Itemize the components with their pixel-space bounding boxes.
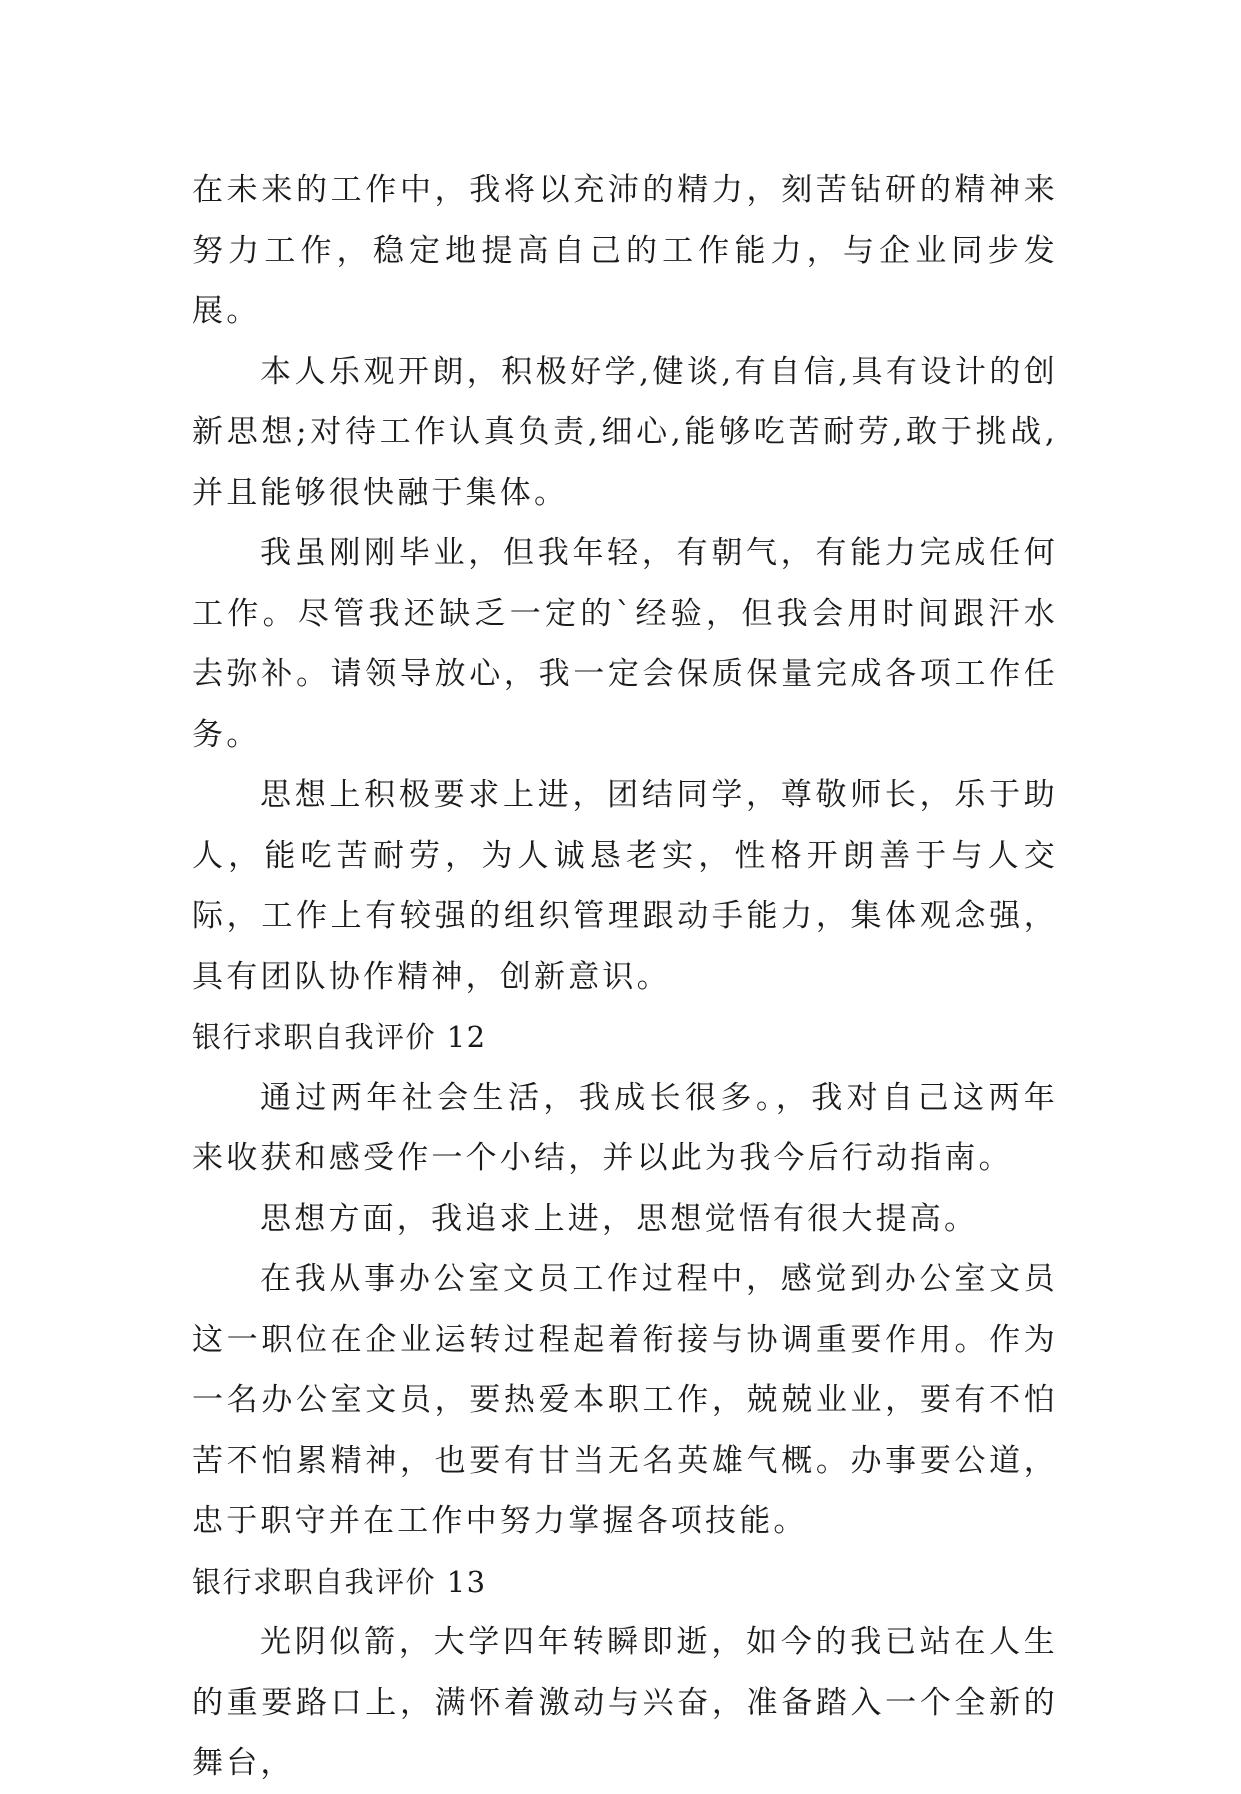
section-heading-12: 银行求职自我评价 12	[192, 1020, 487, 1054]
paragraph-thinking: 思想方面，我追求上进，思想觉悟有很大提高。	[260, 1200, 979, 1237]
paragraph-university: 光阴似箭，大学四年转瞬即逝，如今的我已站在人生的重要路口上，满怀着激动与兴奋，准备踏入一个全新的舞台，	[192, 1624, 1058, 1781]
paragraph-new-graduate: 我虽刚刚毕业，但我年轻，有朝气，有能力完成任何工作。尽管我还缺乏一定的`经验，但我会用时间跟汗水去弥补。请领导放心，我一定会保质保量完成各项工作任务。	[192, 535, 1058, 753]
document-body	[192, 160, 1058, 1794]
paragraph-two-years: 通过两年社会生活，我成长很多。，我对自己这两年来收获和感受作一个小结，并以此为我今后行动指南。	[192, 1079, 1058, 1176]
section-heading-13: 银行求职自我评价 13	[192, 1564, 487, 1599]
paragraph-personality: 本人乐观开朗，积极好学,健谈,有自信,具有设计的创新思想;对待工作认真负责,细心,能够吃苦耐劳,敢于挑战,并且能够很快融于集体。	[192, 353, 1058, 511]
paragraph-office-clerk: 在我从事办公室文员工作过程中，感觉到办公室文员这一职位在企业运转过程起着衔接与协调重要作用。作为一名办公室文员，要热爱本职工作，兢兢业业，要有不怕苦不怕累精神，也要有甘当无名英雄气概。办事要公道，忠于职守并在工作中努力掌握各项技能。	[192, 1261, 1058, 1539]
paragraph-attitude: 思想上积极要求上进，团结同学，尊敬师长，乐于助人，能吃苦耐劳，为人诚恳老实，性格开朗善于与人交际，工作上有较强的组织管理跟动手能力，集体观念强，具有团队协作精神，创新意识。	[192, 777, 1058, 995]
paragraph-work-commitment: 在未来的工作中，我将以充沛的精力，刻苦钻研的精神来努力工作，稳定地提高自己的工作能力，与企业同步发展。	[192, 172, 1058, 329]
